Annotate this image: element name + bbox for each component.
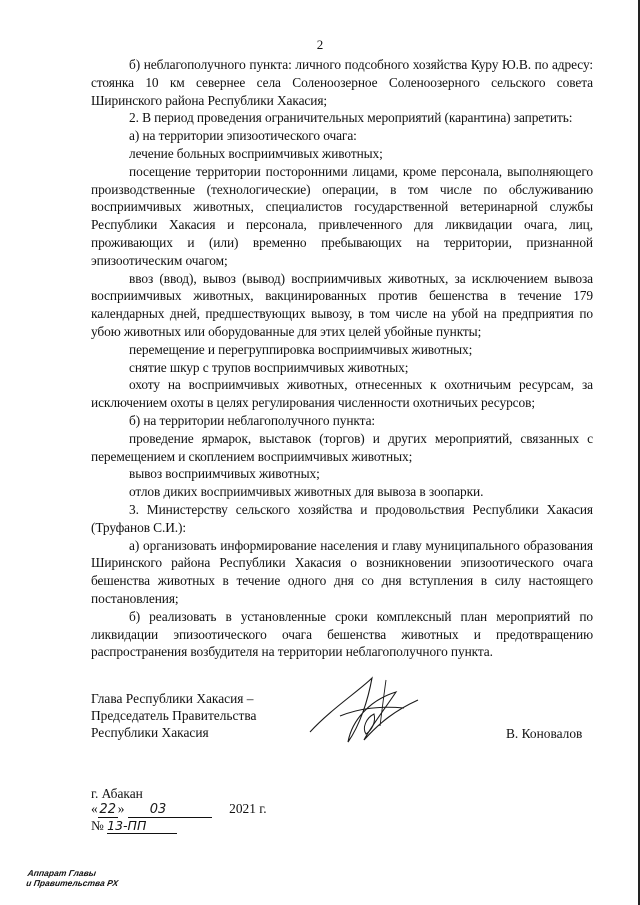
paragraph: б) реализовать в установленные сроки комплексный план мероприятий по ликвидации эпизоотического очага бешенства животных и предотвращению распространения возбудителя на территории неблагополучного пункта. (91, 608, 593, 660)
paragraph: отлов диких восприимчивых животных для вывоза в зоопарки. (129, 484, 484, 500)
date-month: 03 (128, 802, 212, 818)
number-value: 13-ПП (107, 818, 177, 834)
stamp-line: Аппарат Главы (27, 868, 97, 878)
date-close-quote: » (117, 801, 125, 816)
signatory-title-line: Глава Республики Хакасия – (91, 691, 254, 706)
paragraph: а) на территории эпизоотического очага: (129, 128, 357, 144)
issue-place: г. Абакан (91, 786, 143, 801)
issue-date (91, 801, 267, 818)
paragraph: вывоз восприимчивых животных; (129, 466, 320, 482)
document-number (91, 818, 177, 834)
paragraph: 3. Министерству сельского хозяйства и продовольствия Республики Хакасия (Труфанов С.И.): (91, 501, 593, 535)
office-stamp (26, 868, 121, 888)
signatory-title-line: Республики Хакасия (91, 725, 209, 740)
handwritten-signature (300, 670, 430, 750)
paragraph: посещение территории посторонними лицами, кроме персонала, выполняющего производственные (технологические) операции, в том числе по обслуживанию восприимчивых животных, специалистов государственной ветеринарной службы Республики Хакасия и персонала, привлеченного для ликвидации очага, лиц, проживающих и (или) временно пребывающих на территории, признанной эпизоотическим очагом; (91, 163, 593, 268)
date-open-quote: « (91, 801, 98, 816)
page-number: 2 (316, 37, 324, 52)
paragraph: ввоз (ввод), вывоз (вывод) восприимчивых животных, за исключением вывоза восприимчивых животных, вакцинированных против бешенства в течение 179 календарных дней, предшествующих вывозу, в том числе на убой на предприятия по убою животных или оборудованные для этих целей убойные пункты; (91, 270, 593, 339)
number-sign: № (91, 818, 104, 833)
paragraph: б) неблагополучного пункта: личного подсобного хозяйства Куру Ю.В. по адресу: стоянка 10 км севернее села Соленоозерное Соленоозерного сельского совета Ширинского района Республики Хакасия; (91, 57, 593, 108)
paragraph: лечение больных восприимчивых животных; (129, 145, 383, 161)
paragraph: снятие шкур с трупов восприимчивых животных; (129, 359, 409, 375)
paragraph: 2. В период проведения ограничительных мероприятий (карантина) запретить: (129, 110, 573, 126)
document-body (91, 56, 593, 661)
stamp-line: и Правительства РХ (25, 878, 119, 888)
date-year: 2021 г. (229, 801, 267, 816)
signatory-title (91, 690, 256, 741)
date-day: 22 (99, 802, 116, 817)
paragraph: проведение ярмарок, выставок (торгов) и других мероприятий, связанных с перемещением и скоплением восприимчивых животных; (91, 430, 593, 464)
signatory-name: В. Коновалов (506, 726, 583, 741)
signatory-title-line: Председатель Правительства (91, 708, 257, 723)
paragraph: охоту на восприимчивых животных, отнесенных к охотничьим ресурсам, за исключением охоты в целях регулирования численности охотничьих ресурсов; (91, 377, 593, 411)
paragraph: б) на территории неблагополучного пункта: (129, 412, 376, 428)
paragraph: перемещение и перегруппировка восприимчивых животных; (129, 341, 473, 357)
paragraph: а) организовать информирование населения и главу муниципального образования Ширинского района Республики Хакасия о возникновении эпизоотического очага бешенства животных в течение одного дня со дня вступления в силу настоящего постановления; (91, 537, 593, 606)
